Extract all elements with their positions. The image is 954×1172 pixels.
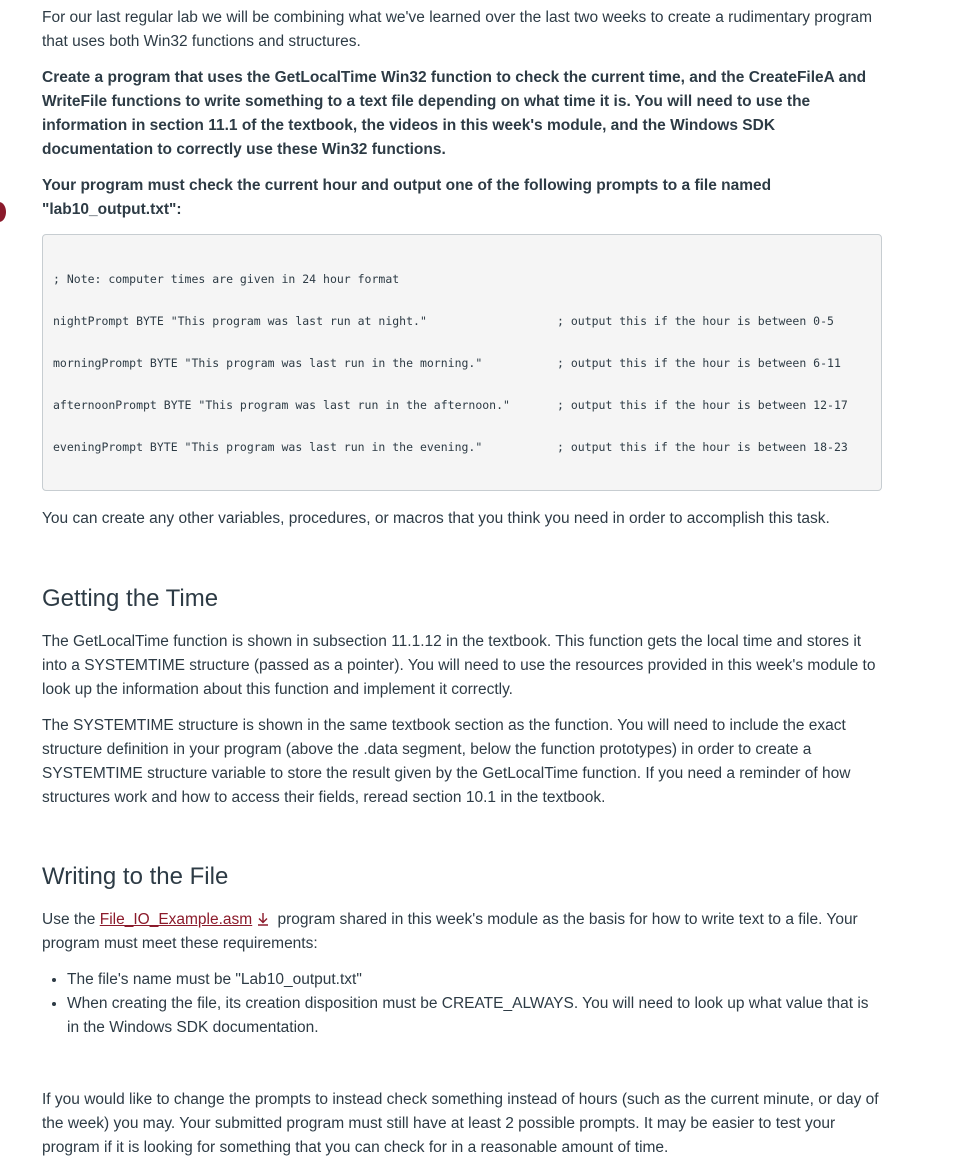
code-line: afternoonPrompt BYTE "This program was last run in the afternoon." [53,398,510,412]
download-icon[interactable] [256,912,270,926]
code-left-column [53,244,557,482]
assignment-content [42,6,882,1172]
file-example-paragraph [42,908,882,956]
code-block [42,234,882,491]
list-item: • The file's name must be "Lab10_output.txt" [67,968,882,992]
getlocaltime-paragraph: The GetLocalTime function is shown in subsection 11.1.12 in the textbook. This function gets the local time and stores it into a SYSTEMTIME structure (passed as a pointer). You will need to use the resources provided in this week's module to look up the information about this function and implement it correctly. [42,633,876,698]
other-variables-paragraph: You can create any other variables, procedures, or macros that you think you need in order to accomplish this task. [42,510,830,527]
task-paragraph: Create a program that uses the GetLocalTime Win32 function to check the current time, and the CreateFileA and WriteFile functions to write something to a text file depending on what time it is. You will need to use the information in section 11.1 of the textbook, the videos in this week's module, and the Windows SDK documentation to correctly use these Win32 functions. [42,69,867,158]
code-comment: ; output this if the hour is between 12-17 [557,398,848,412]
code-comment: ; output this if the hour is between 6-11 [557,356,841,370]
code-comment [557,272,848,286]
code-line: morningPrompt BYTE "This program was last run in the morning." [53,356,483,370]
code-comment: ; output this if the hour is between 0-5 [557,314,834,328]
file-requirements-list [42,968,882,1040]
writing-file-heading: Writing to the File [42,863,229,890]
file-example-text-before: Use the [42,911,100,928]
systemtime-paragraph: The SYSTEMTIME structure is shown in the same textbook section as the function. You will need to include the exact structure definition in your program (above the .data segment, below the function prototypes) in order to create a SYSTEMTIME structure variable to store the result given by the GetLocalTime function. If you need a reminder of how structures work and how to access their fields, reread section 10.1 in the textbook. [42,717,851,806]
code-line: ; Note: computer times are given in 24 hour format [53,272,400,286]
intro-paragraph: For our last regular lab we will be combining what we've learned over the last two weeks to create a rudimentary program that uses both Win32 functions and structures. [42,9,873,50]
file-io-example-link[interactable]: File_IO_Example.asm [99,911,253,928]
code-line: eveningPrompt BYTE "This program was last run in the evening." [53,440,483,454]
code-right-column [557,244,848,482]
closing-paragraph: If you would like to change the prompts to instead check something instead of hours (such as the current minute, or day of the week) you may. Your submitted program must still have at least 2 possible prompts. It may be easier to test your program if it is looking for something that you can check for in a reasonable amount of time. [42,1091,879,1156]
getting-time-heading: Getting the Time [42,585,219,612]
scroll-position-marker [0,202,6,222]
requirement-paragraph: Your program must check the current hour and output one of the following prompts to a file named "lab10_output.txt": [42,177,772,218]
list-item: • When creating the file, its creation disposition must be CREATE_ALWAYS. You will need to look up what value that is in the Windows SDK documentation. [67,992,882,1040]
code-line: nightPrompt BYTE "This program was last run at night." [53,314,427,328]
code-comment: ; output this if the hour is between 18-23 [557,440,848,454]
file-example-text-after: program shared in this week's module as the basis for how to write text to a file. Your program must meet these requirements: [42,911,858,952]
